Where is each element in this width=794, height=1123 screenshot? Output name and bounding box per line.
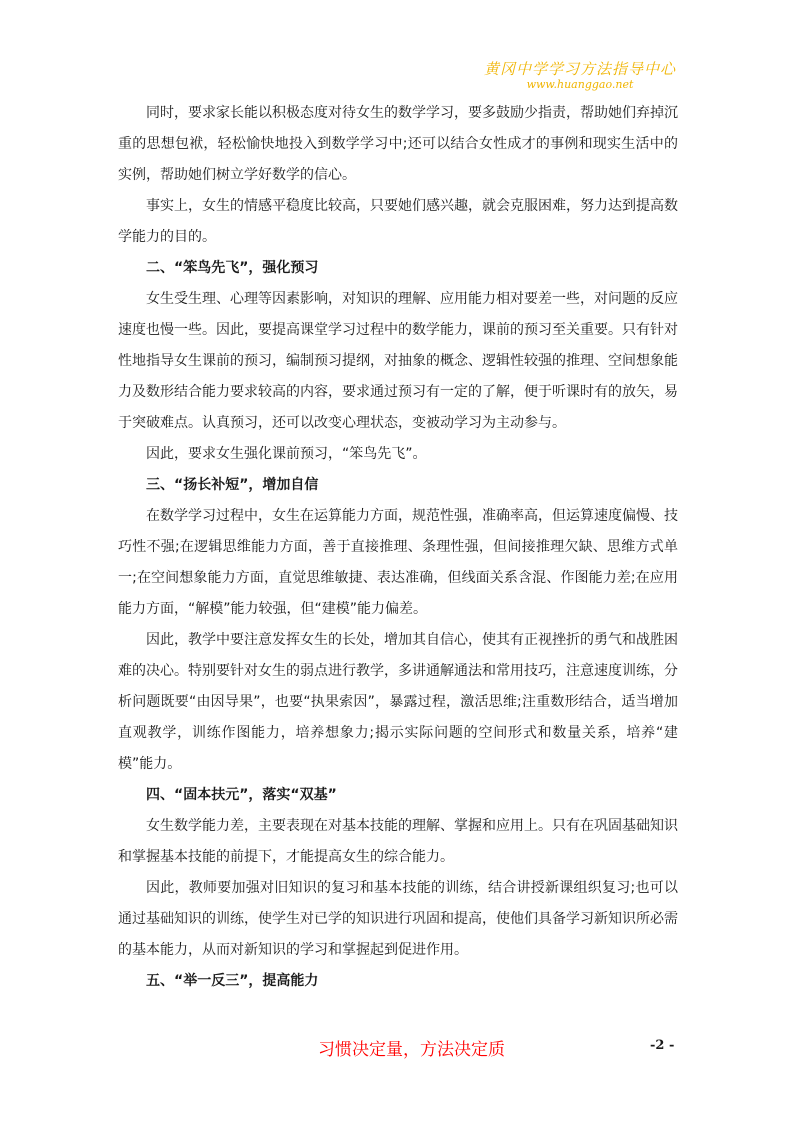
footer-motto: 习惯决定量，方法决定质: [318, 1040, 505, 1060]
section-heading: 五、“举一反三”，提高能力: [146, 973, 319, 989]
section-heading: 二、“笨鸟先飞”，强化预习: [146, 260, 319, 276]
paragraph: 女生数学能力差，主要表现在对基本技能的理解、掌握和应用上。只有在巩固基础知识和掌握基本技能的前提下，才能提高女生的综合能力。: [118, 818, 678, 865]
header-url: www.huanggao.net: [526, 78, 634, 91]
section-heading: 三、“扬长补短”，增加自信: [146, 477, 319, 493]
header-title: 黄冈中学学习方法指导中心: [483, 60, 676, 78]
page-number: -2 -: [650, 1038, 675, 1053]
paragraph: 同时，要求家长能以积极态度对待女生的数学学习，要多鼓励少指责，帮助她们弃掉沉重的思想包袱，轻松愉快地投入到数学学习中;还可以结合女性成才的事例和现实生活中的实例，帮助她们树立学好数学的信心。: [118, 105, 678, 183]
document-body: [118, 98, 678, 997]
page-header: [430, 60, 730, 92]
paragraph: 因此，要求女生强化课前预习，“笨鸟先飞”。: [146, 446, 427, 462]
paragraph: 在数学学习过程中，女生在运算能力方面，规范性强，准确率高，但运算速度偏慢、技巧性不强;在逻辑思维能力方面，善于直接推理、条理性强，但间接推理欠缺、思维方式单一;在空间想象能力方面，直觉思维敏捷、表达准确，但线面关系含混、作图能力差;在应用能力方面，“解模”能力较强，但“建模”能力偏差。: [118, 508, 678, 617]
page-footer: [0, 1033, 794, 1059]
paragraph: 女生受生理、心理等因素影响，对知识的理解、应用能力相对要差一些，对问题的反应速度也慢一些。因此，要提高课堂学习过程中的数学能力，课前的预习至关重要。只有针对性地指导女生课前的预习，编制预习提纲，对抽象的概念、逻辑性较强的推理、空间想象能力及数形结合能力要求较高的内容，要求通过预习有一定的了解，便于听课时有的放矢，易于突破难点。认真预习，还可以改变心理状态，变被动学习为主动参与。: [118, 291, 678, 431]
paragraph: 因此，教学中要注意发挥女生的长处，增加其自信心，使其有正视挫折的勇气和战胜困难的决心。特别要针对女生的弱点进行教学，多讲通解通法和常用技巧，注意速度训练，分析问题既要“由因导果”，也要“执果索因”，暴露过程，激活思维;注重数形结合，适当增加直观教学，训练作图能力，培养想象力;揭示实际问题的空间形式和数量关系，培养“建模”能力。: [118, 632, 678, 772]
section-heading: 四、“固本扶元”，落实“双基”: [146, 787, 337, 803]
paragraph: 因此，教师要加强对旧知识的复习和基本技能的训练，结合讲授新课组织复习;也可以通过基础知识的训练，使学生对已学的知识进行巩固和提高，使他们具备学习新知识所必需的基本能力，从而对新知识的学习和掌握起到促进作用。: [118, 880, 678, 958]
paragraph: 事实上，女生的情感平稳度比较高，只要她们感兴趣，就会克服困难，努力达到提高数学能力的目的。: [118, 198, 678, 245]
